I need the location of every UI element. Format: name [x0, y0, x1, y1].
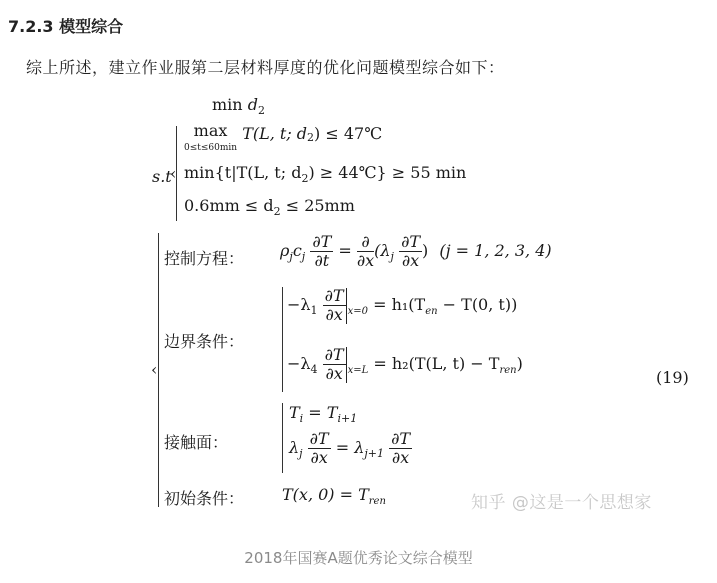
constraint-3 [184, 196, 355, 218]
ce-range: (j = 1, 2, 3, 4) [439, 241, 552, 260]
system-brace [158, 233, 159, 507]
ce-c-sub: j [301, 250, 306, 264]
intro-paragraph: 综上所述，建立作业服第二层材料厚度的优化问题模型综合如下： [26, 58, 505, 77]
section-heading [8, 14, 123, 37]
objective-op: min [212, 95, 243, 114]
objective-sub: 2 [257, 104, 265, 118]
contact-brace [282, 403, 283, 473]
ce-frac-3: $\frac{\partial T}{\partial x}$ [401, 232, 421, 270]
ce-rho-sub: j [289, 250, 293, 264]
objective-var: d [247, 95, 258, 114]
ce-close: ) [422, 241, 429, 260]
boundary-brace [282, 287, 283, 392]
contact-eq-1: $T_i = T_{i+1}$ [289, 403, 358, 426]
label-boundary: 边界条件： [164, 332, 245, 351]
equation-number: (19) [656, 368, 689, 387]
boundary-eq-1: $-\lambda_1$ $\frac{\partial T}{\partial x}$ $_{x=0} = h_1(T_{en} - T(0$, t)) [287, 286, 518, 324]
ce-frac-2: $\frac{\partial}{\partial x}$ [356, 232, 375, 270]
constraint-3-text: 0.6mm ≤ d [184, 196, 274, 215]
ce-eq: = [338, 241, 352, 260]
objective [212, 95, 265, 117]
constraint-2 [184, 163, 466, 185]
constraint-2-sub: 2 [301, 172, 309, 186]
label-initial: 初始条件： [164, 489, 245, 508]
constraint-1-range: 0≤t≤60min [184, 143, 238, 153]
contact-eq-2: $\lambda_j$ $\frac{\partial T}{\partial x}$ = $\lambda_{j+1}$ $\frac{\partial T}{\partial x}$ [289, 429, 411, 467]
label-control: 控制方程： [164, 249, 245, 268]
st-label: s.t [152, 167, 172, 186]
boundary-eq-2: $-\lambda_4$ $\frac{\partial T}{\partial x}$ $_{x=L}$ = h₂(T(L, $t) - T_{ren}$) [287, 345, 523, 383]
ce-c: c [292, 241, 302, 260]
ce-rho: ρ [280, 241, 290, 260]
constraint-3-tail: ≤ 25mm [280, 196, 355, 215]
constraint-3-sub: 2 [273, 205, 281, 219]
constraint-1-expr: T(L, t; d [242, 124, 308, 143]
ce-lambda-sub: j [390, 250, 394, 264]
constraints-brace-tip: ‹ [170, 164, 177, 183]
constraint-2-text: min{t|T(L, t; d [184, 163, 302, 182]
ce-lambda: (λ [374, 241, 391, 260]
constraint-1-op: max [193, 121, 228, 140]
section-number: 7.2.3 [8, 17, 54, 36]
watermark: 知乎 @这是一个思想家 [471, 493, 652, 513]
section-title: 模型综合 [59, 17, 124, 36]
system-brace-tip: ‹ [151, 360, 158, 379]
constraint-1-sub: 2 [307, 131, 315, 144]
initial-equation: T(x, $0) = T_{ren}$ [282, 485, 386, 508]
constraint-2-tail: ) ≥ 44℃} ≥ 55 min [308, 163, 467, 182]
ce-frac-1: $\frac{\partial T}{\partial t}$ [312, 232, 332, 270]
constraint-1 [184, 121, 383, 155]
image-caption: 2018年国赛A题优秀论文综合模型 [244, 549, 473, 567]
control-equation [280, 233, 552, 270]
constraint-1-tail: ) ≤ 47℃ [314, 124, 383, 143]
label-contact: 接触面： [164, 433, 229, 452]
